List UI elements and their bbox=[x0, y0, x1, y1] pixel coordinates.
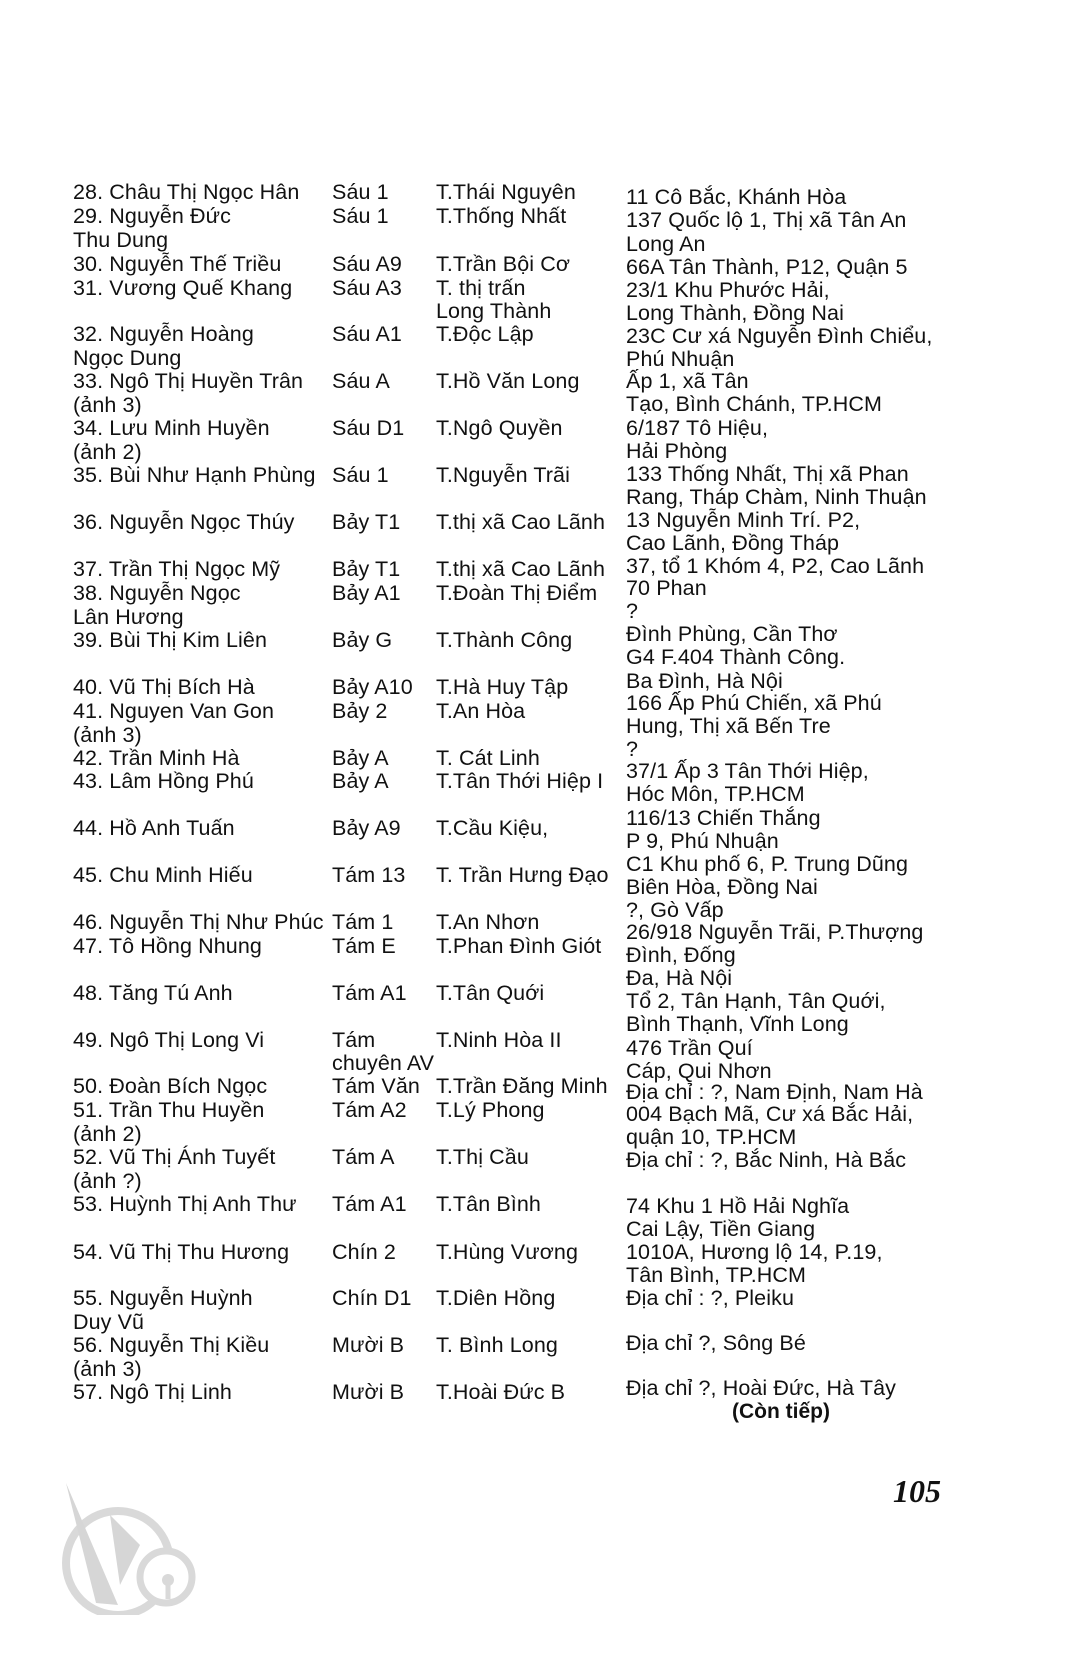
class-label: chuyên AV bbox=[332, 1051, 435, 1075]
class-label: Sáu 1 bbox=[332, 180, 389, 204]
address: C1 Khu phố 6, P. Trung Dũng bbox=[626, 852, 909, 876]
school-name: T.Hà Huy Tập bbox=[436, 675, 569, 699]
school-name: T. Cát Linh bbox=[436, 746, 540, 770]
student-name: 55. Nguyễn Huỳnh bbox=[73, 1286, 253, 1310]
student-name: 47. Tô Hồng Nhung bbox=[73, 934, 262, 958]
address: Địa chỉ : ?, Nam Định, Nam Hà bbox=[626, 1080, 923, 1104]
student-name: (ảnh 2) bbox=[73, 1122, 142, 1146]
student-name: 54. Vũ Thị Thu Hương bbox=[73, 1240, 290, 1264]
address: P 9, Phú Nhuận bbox=[626, 829, 779, 853]
class-label: Bảy A bbox=[332, 746, 389, 770]
bell-logo-watermark-icon bbox=[48, 1475, 198, 1615]
school-name: T.Trần Bội Cơ bbox=[436, 252, 571, 276]
student-name: 53. Huỳnh Thị Anh Thư bbox=[73, 1192, 297, 1216]
student-name: 52. Vũ Thị Ánh Tuyết bbox=[73, 1145, 276, 1169]
class-label: Sáu A3 bbox=[332, 276, 402, 300]
student-name: 30. Nguyễn Thế Triều bbox=[73, 252, 282, 276]
address: 137 Quốc lộ 1, Thị xã Tân An bbox=[626, 208, 907, 232]
student-name: 35. Bùi Như Hạnh Phùng bbox=[73, 463, 316, 487]
student-name: 32. Nguyễn Hoàng bbox=[73, 322, 254, 346]
address: Rang, Tháp Chàm, Ninh Thuận bbox=[626, 485, 927, 509]
student-name: 31. Vương Quế Khang bbox=[73, 276, 293, 300]
school-name: T.thị xã Cao Lãnh bbox=[436, 557, 606, 581]
address: ? bbox=[626, 737, 639, 761]
student-name: (ảnh ?) bbox=[73, 1169, 142, 1193]
class-label: Tám bbox=[332, 1028, 376, 1052]
student-name: 43. Lâm Hồng Phú bbox=[73, 769, 254, 793]
address: 74 Khu 1 Hồ Hải Nghĩa bbox=[626, 1194, 850, 1218]
continued-label: (Còn tiếp) bbox=[732, 1400, 830, 1423]
class-label: Sáu A1 bbox=[332, 322, 402, 346]
address: Đình, Đống bbox=[626, 943, 736, 967]
class-label: Bảy A1 bbox=[332, 581, 401, 605]
address: Đa, Hà Nội bbox=[626, 966, 733, 990]
address: Long An bbox=[626, 232, 706, 256]
address: Bình Thạnh, Vĩnh Long bbox=[626, 1012, 849, 1036]
address: 166 Ấp Phú Chiến, xã Phú bbox=[626, 691, 882, 715]
class-label: Tám A1 bbox=[332, 981, 407, 1005]
school-name: T.Trần Đăng Minh bbox=[436, 1074, 608, 1098]
student-name: (ảnh 2) bbox=[73, 440, 142, 464]
class-label: Bảy G bbox=[332, 628, 393, 652]
address: 476 Trần Quí bbox=[626, 1036, 753, 1060]
school-name: T.Độc Lập bbox=[436, 322, 534, 346]
class-label: Bảy A9 bbox=[332, 816, 401, 840]
address: 23C Cư xá Nguyễn Đình Chiểu, bbox=[626, 324, 933, 348]
student-name: 29. Nguyễn Đức bbox=[73, 204, 232, 228]
address: ?, Gò Vấp bbox=[626, 898, 724, 922]
class-label: Tám 13 bbox=[332, 863, 406, 887]
student-name: 33. Ngô Thị Huyền Trân bbox=[73, 369, 304, 393]
student-name: 44. Hồ Anh Tuấn bbox=[73, 816, 235, 840]
class-label: Mười B bbox=[332, 1333, 405, 1357]
class-label: Bảy T1 bbox=[332, 510, 401, 534]
address: 13 Nguyễn Minh Trí. P2, bbox=[626, 508, 861, 532]
address: 37/1 Ấp 3 Tân Thới Hiệp, bbox=[626, 759, 869, 783]
student-name: 37. Trần Thị Ngọc Mỹ bbox=[73, 557, 281, 581]
school-name: T.Tân Thới Hiệp I bbox=[436, 769, 604, 793]
student-name: 41. Nguyen Van Gon bbox=[73, 699, 275, 723]
address: 004 Bạch Mã, Cư xá Bắc Hải, bbox=[626, 1102, 914, 1126]
address: 66A Tân Thành, P12, Quận 5 bbox=[626, 255, 908, 279]
school-name: T.Hùng Vương bbox=[436, 1240, 579, 1264]
address: Cai Lậy, Tiền Giang bbox=[626, 1217, 816, 1241]
student-name: 48. Tăng Tú Anh bbox=[73, 981, 233, 1005]
address: Đình Phùng, Cần Thơ bbox=[626, 622, 838, 646]
student-name: Thu Dung bbox=[73, 228, 169, 252]
address: 26/918 Nguyễn Trãi, P.Thượng bbox=[626, 920, 924, 944]
address: Biên Hòa, Đồng Nai bbox=[626, 875, 818, 899]
school-name: T.Diên Hồng bbox=[436, 1286, 556, 1310]
address: quận 10, TP.HCM bbox=[626, 1125, 797, 1149]
address: Cáp, Qui Nhơn bbox=[626, 1059, 772, 1083]
school-name: Long Thành bbox=[436, 299, 552, 323]
student-name: 36. Nguyễn Ngọc Thúy bbox=[73, 510, 295, 534]
address: 6/187 Tô Hiệu, bbox=[626, 416, 769, 440]
school-name: T.Thành Công bbox=[436, 628, 573, 652]
school-name: T.Thị Cầu bbox=[436, 1145, 529, 1169]
address: Cao Lãnh, Đồng Tháp bbox=[626, 531, 840, 555]
school-name: T.Nguyễn Trãi bbox=[436, 463, 570, 487]
school-name: T.Cầu Kiệu, bbox=[436, 816, 549, 840]
class-label: Chín D1 bbox=[332, 1286, 412, 1310]
address: 116/13 Chiến Thắng bbox=[626, 806, 821, 830]
address: Hóc Môn, TP.HCM bbox=[626, 782, 805, 806]
address: 11 Cô Bắc, Khánh Hòa bbox=[626, 185, 847, 209]
class-label: Sáu 1 bbox=[332, 463, 389, 487]
student-name: 39. Bùi Thị Kim Liên bbox=[73, 628, 268, 652]
class-label: Tám A bbox=[332, 1145, 395, 1169]
address: Địa chỉ ?, Hoài Đức, Hà Tây bbox=[626, 1376, 897, 1400]
school-name: T.thị xã Cao Lãnh bbox=[436, 510, 606, 534]
student-name: 56. Nguyễn Thị Kiều bbox=[73, 1333, 270, 1357]
student-name: 46. Nguyễn Thị Như Phúc bbox=[73, 910, 324, 934]
class-label: Sáu A bbox=[332, 369, 390, 393]
class-label: Tám E bbox=[332, 934, 396, 958]
class-label: Tám A1 bbox=[332, 1192, 407, 1216]
class-label: Chín 2 bbox=[332, 1240, 396, 1264]
student-name: 40. Vũ Thị Bích Hà bbox=[73, 675, 255, 699]
school-name: T. Bình Long bbox=[436, 1333, 558, 1357]
page-number: 105 bbox=[893, 1473, 941, 1509]
student-name: 45. Chu Minh Hiếu bbox=[73, 863, 253, 887]
address: 37, tổ 1 Khóm 4, P2, Cao Lãnh bbox=[626, 554, 925, 578]
class-label: Tám Văn bbox=[332, 1074, 420, 1098]
student-name: (ảnh 3) bbox=[73, 393, 142, 417]
address: 70 Phan bbox=[626, 576, 707, 600]
student-name: (ảnh 3) bbox=[73, 1357, 142, 1381]
class-label: Sáu 1 bbox=[332, 204, 389, 228]
student-name: 57. Ngô Thị Linh bbox=[73, 1380, 232, 1404]
school-name: T. thị trấn bbox=[436, 276, 526, 300]
school-name: T.An Nhơn bbox=[436, 910, 540, 934]
address: Tân Bình, TP.HCM bbox=[626, 1263, 807, 1287]
student-name: 38. Nguyễn Ngọc bbox=[73, 581, 241, 605]
school-name: T.Lý Phong bbox=[436, 1098, 545, 1122]
student-name: Duy Vũ bbox=[73, 1310, 145, 1334]
school-name: T.Ngô Quyền bbox=[436, 416, 563, 440]
class-label: Bảy T1 bbox=[332, 557, 401, 581]
student-name: 28. Châu Thị Ngọc Hân bbox=[73, 180, 300, 204]
school-name: T.Đoàn Thị Điểm bbox=[436, 581, 598, 605]
student-name: 50. Đoàn Bích Ngọc bbox=[73, 1074, 268, 1098]
address: G4 F.404 Thành Công. bbox=[626, 645, 846, 669]
address: 1010A, Hương lộ 14, P.19, bbox=[626, 1240, 883, 1264]
address: 23/1 Khu Phước Hải, bbox=[626, 278, 830, 302]
school-name: T.Phan Đình Giót bbox=[436, 934, 602, 958]
school-name: T.Ninh Hòa II bbox=[436, 1028, 562, 1052]
school-name: T.Thống Nhất bbox=[436, 204, 567, 228]
class-label: Tám 1 bbox=[332, 910, 394, 934]
address: Long Thành, Đồng Nai bbox=[626, 301, 844, 325]
school-name: T.An Hòa bbox=[436, 699, 526, 723]
class-label: Bảy 2 bbox=[332, 699, 388, 723]
class-label: Mười B bbox=[332, 1380, 405, 1404]
class-label: Bảy A bbox=[332, 769, 389, 793]
address: 133 Thống Nhất, Thị xã Phan bbox=[626, 462, 909, 486]
address: Tổ 2, Tân Hạnh, Tân Quới, bbox=[626, 989, 886, 1013]
student-name: 49. Ngô Thị Long Vi bbox=[73, 1028, 265, 1052]
class-label: Bảy A10 bbox=[332, 675, 413, 699]
student-name: 51. Trần Thu Huyền bbox=[73, 1098, 265, 1122]
address: Hải Phòng bbox=[626, 439, 728, 463]
school-name: T. Trần Hưng Đạo bbox=[436, 863, 609, 887]
address: Ấp 1, xã Tân bbox=[626, 369, 749, 393]
class-label: Sáu D1 bbox=[332, 416, 405, 440]
class-label: Tám A2 bbox=[332, 1098, 407, 1122]
address: Tạo, Bình Chánh, TP.HCM bbox=[626, 392, 883, 416]
class-label: Sáu A9 bbox=[332, 252, 402, 276]
address: Phú Nhuận bbox=[626, 347, 735, 371]
school-name: T.Hoài Đức B bbox=[436, 1380, 566, 1404]
address: Địa chỉ ?, Sông Bé bbox=[626, 1331, 806, 1355]
address: Địa chỉ : ?, Bắc Ninh, Hà Bắc bbox=[626, 1148, 907, 1172]
student-name: Ngọc Dung bbox=[73, 346, 182, 370]
student-name: 42. Trần Minh Hà bbox=[73, 746, 240, 770]
address: Ba Đình, Hà Nội bbox=[626, 669, 783, 693]
school-name: T.Tân Bình bbox=[436, 1192, 541, 1216]
address: Địa chỉ : ?, Pleiku bbox=[626, 1286, 794, 1310]
address: ? bbox=[626, 599, 639, 623]
school-name: T.Tân Quới bbox=[436, 981, 545, 1005]
school-name: T.Thái Nguyên bbox=[436, 180, 576, 204]
student-name: (ảnh 3) bbox=[73, 723, 142, 747]
school-name: T.Hồ Văn Long bbox=[436, 369, 580, 393]
student-name: 34. Lưu Minh Huyền bbox=[73, 416, 270, 440]
address: Hung, Thị xã Bến Tre bbox=[626, 714, 831, 738]
student-name: Lân Hương bbox=[73, 605, 184, 629]
